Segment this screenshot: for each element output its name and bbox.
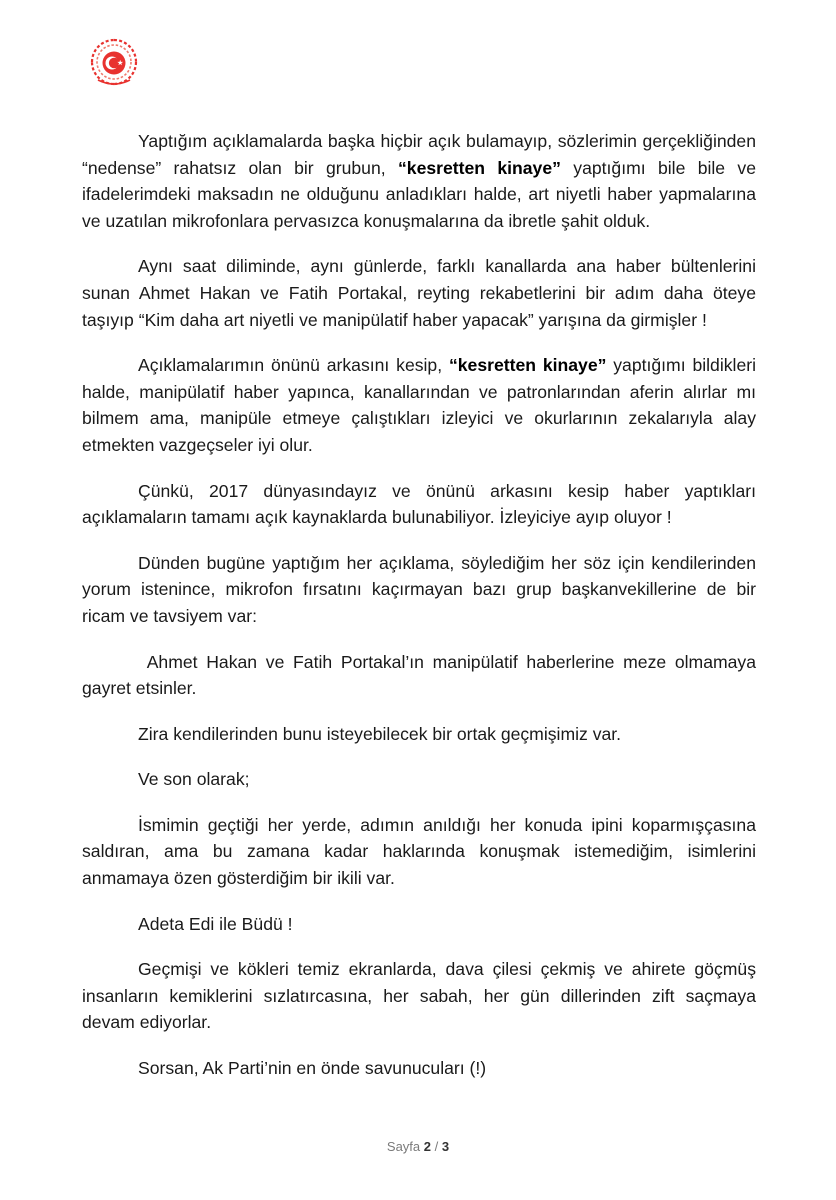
- bold-phrase: “kesretten kinaye”: [448, 355, 607, 376]
- paragraph-text: Geçmişi ve kökleri temiz ekranlarda, dava çilesi çekmiş ve ahirete göçmüş insanların kemiklerini sızlatırcasına, her sabah, her gün dillerinden zift saçmaya devam ediyorlar.: [82, 959, 756, 1033]
- paragraph-text: Zira kendilerinden bunu isteyebilecek bir ortak geçmişimiz var.: [138, 723, 622, 744]
- paragraph: [82, 253, 756, 333]
- paragraph: [82, 352, 756, 458]
- paragraph: [82, 649, 761, 702]
- document-body: [82, 128, 761, 1101]
- paragraph-text: Açıklamalarımın önünü arkasını kesip,: [138, 355, 449, 376]
- paragraph: [82, 812, 756, 892]
- tbmm-emblem-icon: [88, 36, 140, 88]
- page-separator: /: [431, 1139, 442, 1154]
- paragraph-text: Aynı saat diliminde, aynı günlerde, farklı kanallarda ana haber bültenlerini sunan Ahmet Hakan ve Fatih Portakal, reyting rekabetlerini bir adım daha öteye taşıyıp “Kim daha art niyetli ve manipülatif haber yapacak” yarışına da girmişler !: [82, 256, 756, 330]
- paragraph-text: yaptığımı bildikleri halde, manipülatif haber yapınca, kanallarından ve patronlarından aferin alırlar mı bilmem ama, manipüle etmeye çalıştıkları izleyici ve okurlarının zekalarıyla alay etmekten vazgeçseler iyi olur.: [82, 355, 756, 455]
- page-label: Sayfa: [386, 1139, 424, 1154]
- paragraph-text: İsmimin geçtiği her yerde, adımın anıldığı her konuda ipini koparmışçasına saldıran, ama bu zamana kadar haklarında konuşmak istemediğim, isimlerini anmamaya özen gösterdiğim bir ikili var.: [82, 814, 756, 889]
- current-page-number: 2: [423, 1139, 431, 1154]
- bold-phrase: “kesretten kinaye”: [397, 157, 561, 178]
- paragraph-text: Ve son olarak;: [138, 769, 250, 790]
- paragraph-text: yaptığımı bile bile ve ifadelerimdeki maksadın ne olduğunu anladıkları halde, art niyetli haber yapmalarına ve uzatılan mikrofonlara pervasızca konuşmalarına da ibretle şahit olduk.: [82, 157, 756, 231]
- paragraph: [82, 478, 756, 531]
- paragraph: [82, 766, 756, 793]
- paragraph-text: Adeta Edi ile Büdü !: [138, 913, 293, 934]
- paragraph: [82, 128, 756, 234]
- page-number-footer: [0, 1139, 836, 1154]
- paragraph-text: Sorsan, Ak Parti’nin en önde savunucuları (!): [138, 1058, 487, 1079]
- paragraph: [82, 956, 756, 1036]
- paragraph-text: Çünkü, 2017 dünyasındayız ve önünü arkasını kesip haber yaptıkları açıklamaların tamamı açık kaynaklarda bulunabiliyor. İzleyiciye ayıp oluyor !: [82, 480, 756, 528]
- paragraph: [82, 911, 756, 938]
- paragraph-text: Yaptığım açıklamalarda başka hiçbir açık bulamayıp, sözlerimin gerçekliğinden “nedense” rahatsız olan bir grubun,: [82, 131, 756, 178]
- total-page-count: 3: [441, 1139, 450, 1154]
- paragraph-text: Ahmet Hakan ve Fatih Portakal’ın manipülatif haberlerine meze olmamaya gayret etsinler.: [82, 651, 761, 699]
- paragraph: [82, 550, 756, 630]
- paragraph: [82, 1055, 756, 1082]
- paragraph-text: Dünden bugüne yaptığım her açıklama, söylediğim her söz için kendilerinden yorum istenince, mikrofon fırsatını kaçırmayan bazı grup başkanvekillerine de bir ricam ve tavsiyem var:: [82, 552, 756, 626]
- paragraph: [82, 721, 756, 748]
